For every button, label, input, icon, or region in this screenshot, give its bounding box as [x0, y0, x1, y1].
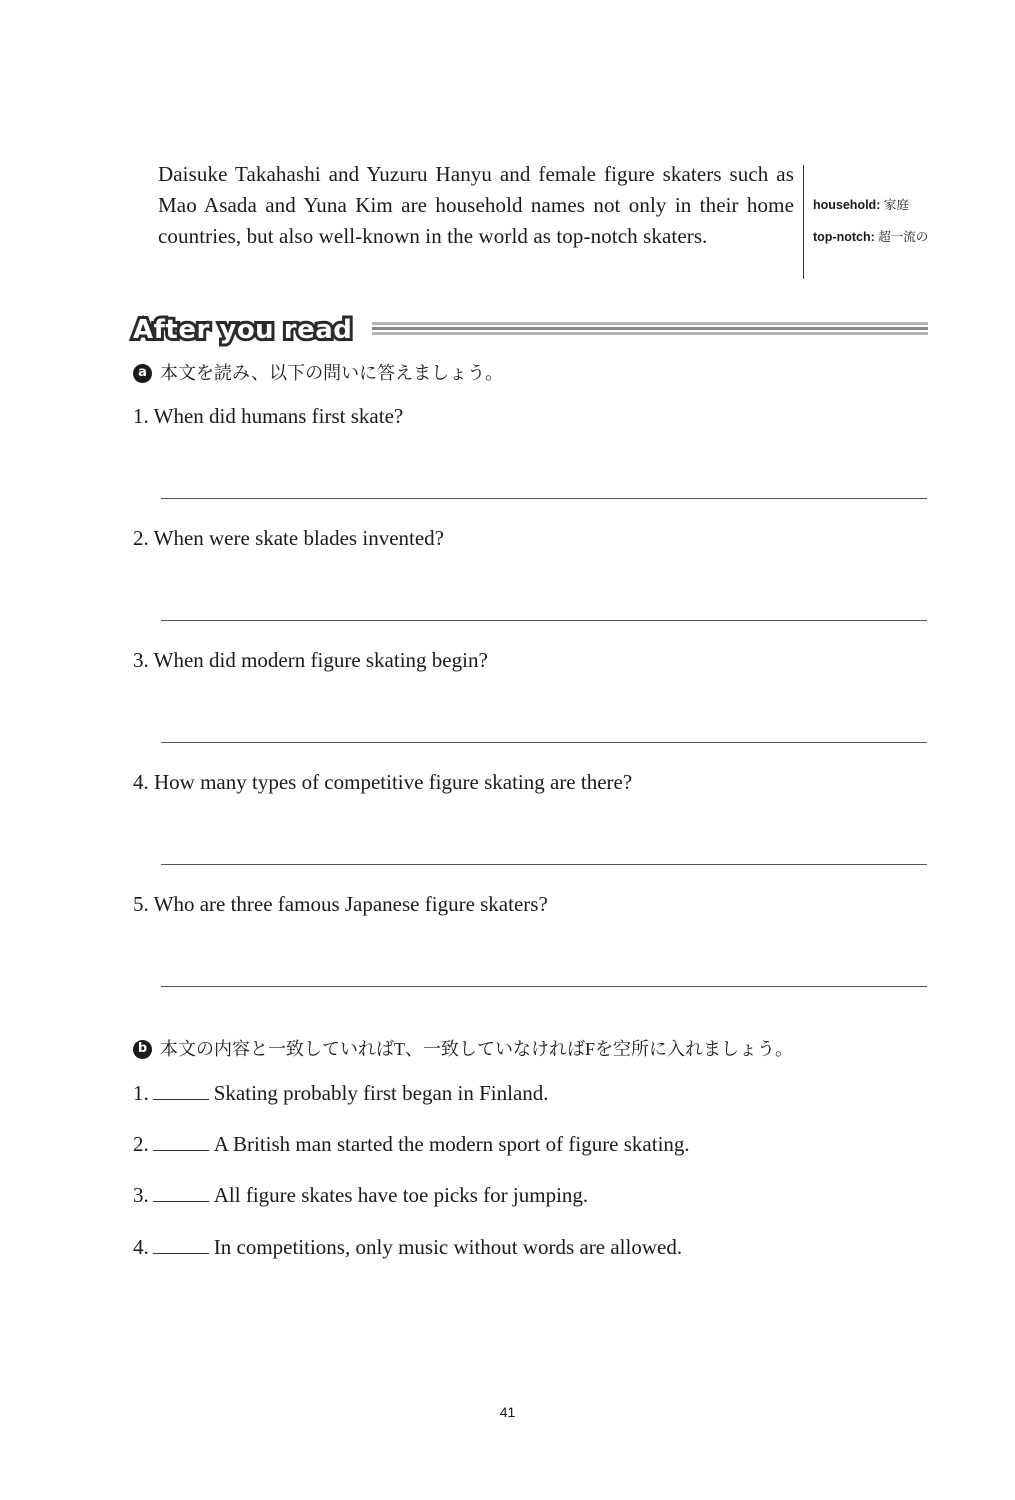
heading-stripes	[372, 322, 928, 340]
question-1: 1. When did humans first skate?	[133, 404, 404, 428]
tf-blank-3[interactable]	[153, 1183, 209, 1202]
answer-line-1[interactable]	[161, 498, 927, 499]
answer-line-5[interactable]	[161, 986, 927, 987]
page-number: 41	[499, 1404, 516, 1420]
tf-number: 4.	[133, 1235, 149, 1259]
tf-item-1	[133, 1080, 549, 1106]
part-b-badge: b	[133, 1040, 152, 1059]
glossary-divider	[803, 165, 804, 279]
part-a-instruction-text: 本文を読み、以下の問いに答えましょう。	[160, 363, 504, 383]
question-4: 4. How many types of competitive figure skating are there?	[133, 770, 633, 794]
tf-number: 3.	[133, 1183, 149, 1207]
glossary-term: household:	[813, 198, 881, 212]
tf-item-2	[133, 1131, 690, 1157]
glossary-entry-household	[813, 199, 931, 212]
glossary-entry-top-notch	[813, 231, 931, 244]
question-5: 5. Who are three famous Japanese figure skaters?	[133, 892, 548, 916]
answer-line-2[interactable]	[161, 620, 927, 621]
tf-blank-4[interactable]	[153, 1235, 209, 1254]
glossary-term: top-notch:	[813, 230, 875, 244]
question-2: 2. When were skate blades invented?	[133, 526, 444, 550]
tf-number: 2.	[133, 1132, 149, 1156]
part-b-instruction-text: 本文の内容と一致していればT、一致していなければFを空所に入れましょう。	[160, 1039, 794, 1059]
tf-blank-1[interactable]	[153, 1081, 209, 1100]
section-heading	[133, 312, 352, 348]
tf-item-3	[133, 1182, 588, 1208]
tf-number: 1.	[133, 1081, 149, 1105]
answer-line-3[interactable]	[161, 742, 927, 743]
section-title: After you read	[133, 315, 353, 345]
tf-statement: In competitions, only music without words are allowed.	[213, 1235, 683, 1259]
tf-statement: A British man started the modern sport of figure skating.	[213, 1132, 690, 1156]
question-3: 3. When did modern figure skating begin?	[133, 648, 488, 672]
answer-line-4[interactable]	[161, 864, 927, 865]
tf-blank-2[interactable]	[153, 1132, 209, 1151]
part-a-badge: a	[133, 364, 152, 383]
glossary-meaning: 超一流の	[878, 230, 929, 244]
part-b-instruction	[133, 1038, 793, 1060]
glossary-meaning: 家庭	[883, 198, 909, 212]
tf-item-4	[133, 1234, 682, 1260]
tf-statement: Skating probably first began in Finland.	[213, 1081, 549, 1105]
tf-statement: All figure skates have toe picks for jumping.	[213, 1183, 589, 1207]
reading-passage: Daisuke Takahashi and Yuzuru Hanyu and female figure skaters such as Mao Asada and Yuna Kim are household names not only in their home countries, but also well-known in the world as top-notch skaters.	[158, 162, 794, 248]
part-a-instruction	[133, 362, 503, 384]
